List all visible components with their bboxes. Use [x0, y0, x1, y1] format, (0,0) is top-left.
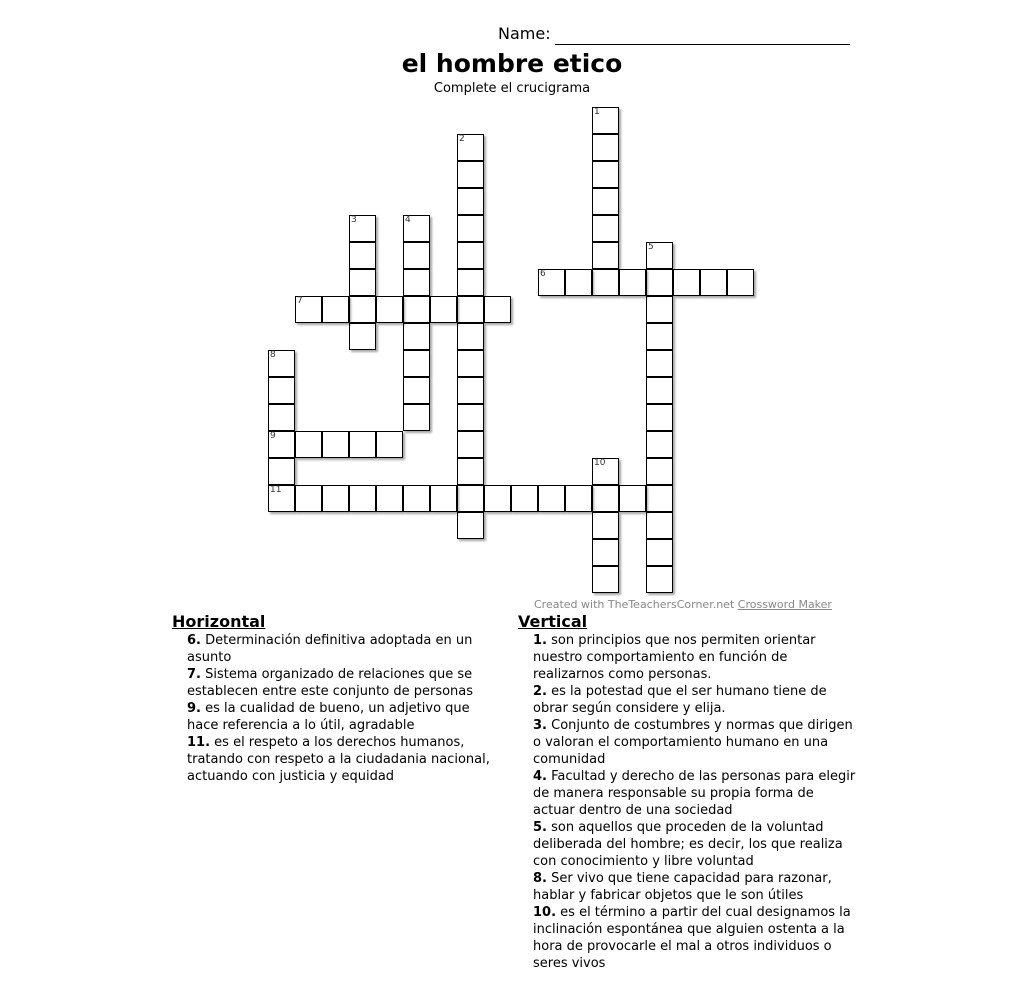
grid-cell[interactable] — [673, 269, 700, 296]
grid-cell[interactable] — [295, 296, 322, 323]
clue-text: Facultad y derecho de las personas para elegir de manera responsable su propia forma de actuar dentro de una sociedad — [533, 769, 856, 818]
across-clues — [172, 612, 502, 785]
down-clue-2 — [533, 683, 858, 717]
clue-number: 1. — [533, 633, 547, 648]
page-title: el hombre etico — [401, 49, 623, 78]
grid-cell[interactable] — [268, 485, 295, 512]
grid-cell[interactable] — [538, 485, 565, 512]
grid-cell[interactable] — [646, 323, 673, 350]
cell-number: 6 — [540, 269, 546, 279]
grid-cell[interactable] — [403, 323, 430, 350]
grid-cell[interactable] — [349, 485, 376, 512]
credit-line — [534, 598, 832, 612]
grid-cell[interactable] — [376, 296, 403, 323]
grid-cell[interactable] — [565, 269, 592, 296]
grid-cell[interactable] — [646, 350, 673, 377]
grid-cell[interactable] — [376, 485, 403, 512]
grid-cell[interactable] — [619, 485, 646, 512]
clue-number: 9. — [187, 701, 201, 716]
grid-cell[interactable] — [592, 458, 619, 485]
grid-cell[interactable] — [592, 134, 619, 161]
clue-text: es la potestad que el ser humano tiene de obrar según considere y elija. — [533, 684, 827, 716]
grid-cell[interactable] — [457, 485, 484, 512]
grid-cell[interactable] — [646, 431, 673, 458]
grid-cell[interactable] — [457, 458, 484, 485]
grid-cell[interactable] — [646, 269, 673, 296]
clue-number: 2. — [533, 684, 547, 699]
grid-cell[interactable] — [430, 485, 457, 512]
grid-cell[interactable] — [322, 296, 349, 323]
grid-cell[interactable] — [646, 242, 673, 269]
grid-cell[interactable] — [457, 215, 484, 242]
grid-cell[interactable] — [268, 404, 295, 431]
across-clue-11 — [187, 734, 502, 785]
clue-number: 11. — [187, 735, 211, 750]
grid-cell[interactable] — [457, 377, 484, 404]
name-input-line[interactable] — [555, 44, 850, 45]
grid-cell[interactable] — [403, 242, 430, 269]
clue-number: 6. — [187, 633, 201, 648]
grid-cell[interactable] — [349, 431, 376, 458]
clue-text: es la cualidad de bueno, un adjetivo que hace referencia a lo útil, agradable — [187, 701, 470, 733]
grid-cell[interactable] — [646, 566, 673, 593]
grid-cell[interactable] — [457, 350, 484, 377]
clue-text: Conjunto de costumbres y normas que dirigen o valoran el comportamiento humano en una comunidad — [533, 718, 853, 767]
grid-cell[interactable] — [592, 215, 619, 242]
clue-text: Determinación definitiva adoptada en un asunto — [187, 633, 473, 665]
across-clue-7 — [187, 666, 502, 700]
grid-cell[interactable] — [349, 323, 376, 350]
across-clue-6 — [187, 632, 502, 666]
clue-text: Sistema organizado de relaciones que se establecen entre este conjunto de personas — [187, 667, 474, 699]
grid-cell[interactable] — [268, 458, 295, 485]
grid-cell[interactable] — [403, 404, 430, 431]
clue-text: es el respeto a los derechos humanos, tratando con respeto a la ciudadania nacional, actuando con justicia y equidad — [187, 735, 490, 784]
grid-cell[interactable] — [538, 269, 565, 296]
clue-number: 5. — [533, 820, 547, 835]
grid-cell[interactable] — [646, 539, 673, 566]
grid-cell[interactable] — [295, 431, 322, 458]
down-heading: Vertical — [518, 612, 588, 631]
grid-cell[interactable] — [403, 350, 430, 377]
grid-cell[interactable] — [457, 431, 484, 458]
grid-cell[interactable] — [646, 377, 673, 404]
grid-cell[interactable] — [646, 458, 673, 485]
grid-cell[interactable] — [457, 323, 484, 350]
cell-number: 11 — [270, 485, 282, 495]
grid-cell[interactable] — [457, 188, 484, 215]
grid-cell[interactable] — [592, 107, 619, 134]
grid-cell[interactable] — [403, 377, 430, 404]
grid-cell[interactable] — [349, 296, 376, 323]
grid-cell[interactable] — [457, 296, 484, 323]
grid-cell[interactable] — [322, 431, 349, 458]
grid-cell[interactable] — [457, 242, 484, 269]
grid-cell[interactable] — [349, 269, 376, 296]
cell-number: 4 — [405, 215, 411, 225]
down-clues — [518, 612, 858, 972]
page-subtitle: Complete el crucigrama — [433, 81, 591, 96]
grid-cell[interactable] — [592, 566, 619, 593]
grid-cell[interactable] — [268, 431, 295, 458]
grid-cell[interactable] — [592, 188, 619, 215]
grid-cell[interactable] — [457, 512, 484, 539]
grid-cell[interactable] — [484, 485, 511, 512]
across-clue-9 — [187, 700, 502, 734]
crossword-maker-link[interactable]: Crossword Maker — [737, 598, 832, 611]
clue-text: son aquellos que proceden de la voluntad deliberada del hombre; es decir, los que realiza con conocimiento y libre voluntad — [533, 820, 843, 869]
down-clue-1 — [533, 632, 858, 683]
grid-cell[interactable] — [646, 485, 673, 512]
grid-cell[interactable] — [592, 539, 619, 566]
grid-cell[interactable] — [646, 512, 673, 539]
cell-number: 8 — [270, 350, 276, 360]
grid-cell[interactable] — [646, 404, 673, 431]
clue-text: es el término a partir del cual designamos la inclinación espontánea que alguien ostenta a la hora de provocarle el mal a otros individuos o seres vivos — [533, 905, 851, 971]
grid-cell[interactable] — [619, 269, 646, 296]
down-clue-5 — [533, 819, 858, 870]
across-heading: Horizontal — [172, 612, 266, 631]
cell-number: 7 — [297, 296, 303, 306]
grid-cell[interactable] — [592, 161, 619, 188]
grid-cell[interactable] — [484, 296, 511, 323]
clue-number: 3. — [533, 718, 547, 733]
grid-cell[interactable] — [403, 269, 430, 296]
grid-cell[interactable] — [376, 431, 403, 458]
grid-cell[interactable] — [349, 215, 376, 242]
down-clue-8 — [533, 870, 858, 904]
cell-number: 2 — [459, 134, 465, 144]
grid-cell[interactable] — [592, 242, 619, 269]
cell-number: 10 — [594, 458, 606, 468]
grid-cell[interactable] — [322, 485, 349, 512]
grid-cell[interactable] — [295, 485, 322, 512]
grid-cell[interactable] — [457, 161, 484, 188]
across-clue-list — [172, 632, 502, 785]
grid-cell[interactable] — [268, 377, 295, 404]
grid-cell[interactable] — [457, 404, 484, 431]
clue-number: 8. — [533, 871, 547, 886]
grid-cell[interactable] — [457, 269, 484, 296]
clue-text: son principios que nos permiten orientar nuestro comportamiento en función de realizarnos como personas. — [533, 633, 816, 682]
grid-cell[interactable] — [700, 269, 727, 296]
grid-cell[interactable] — [403, 296, 430, 323]
down-clue-10 — [533, 904, 858, 972]
grid-cell[interactable] — [457, 134, 484, 161]
down-clue-4 — [533, 768, 858, 819]
cell-number: 1 — [594, 107, 600, 117]
grid-cell[interactable] — [592, 485, 619, 512]
cell-number: 3 — [351, 215, 357, 225]
down-clue-3 — [533, 717, 858, 768]
grid-cell[interactable] — [511, 485, 538, 512]
credit-text: Created with TheTeachersCorner.net — [534, 598, 735, 611]
clue-number: 7. — [187, 667, 201, 682]
grid-cell[interactable] — [403, 215, 430, 242]
grid-cell[interactable] — [403, 485, 430, 512]
grid-cell[interactable] — [565, 485, 592, 512]
grid-cell[interactable] — [430, 296, 457, 323]
name-label: Name: — [498, 24, 551, 43]
clue-text: Ser vivo que tiene capacidad para razonar, hablar y fabricar objetos que le son útiles — [533, 871, 832, 903]
cell-number: 5 — [648, 242, 654, 252]
clue-number: 4. — [533, 769, 547, 784]
grid-cell[interactable] — [592, 512, 619, 539]
grid-cell[interactable] — [349, 242, 376, 269]
grid-cell[interactable] — [646, 296, 673, 323]
grid-cell[interactable] — [592, 269, 619, 296]
down-clue-list — [518, 632, 858, 972]
clue-number: 10. — [533, 905, 557, 920]
cell-number: 9 — [270, 431, 276, 441]
grid-cell[interactable] — [727, 269, 754, 296]
grid-cell[interactable] — [268, 350, 295, 377]
